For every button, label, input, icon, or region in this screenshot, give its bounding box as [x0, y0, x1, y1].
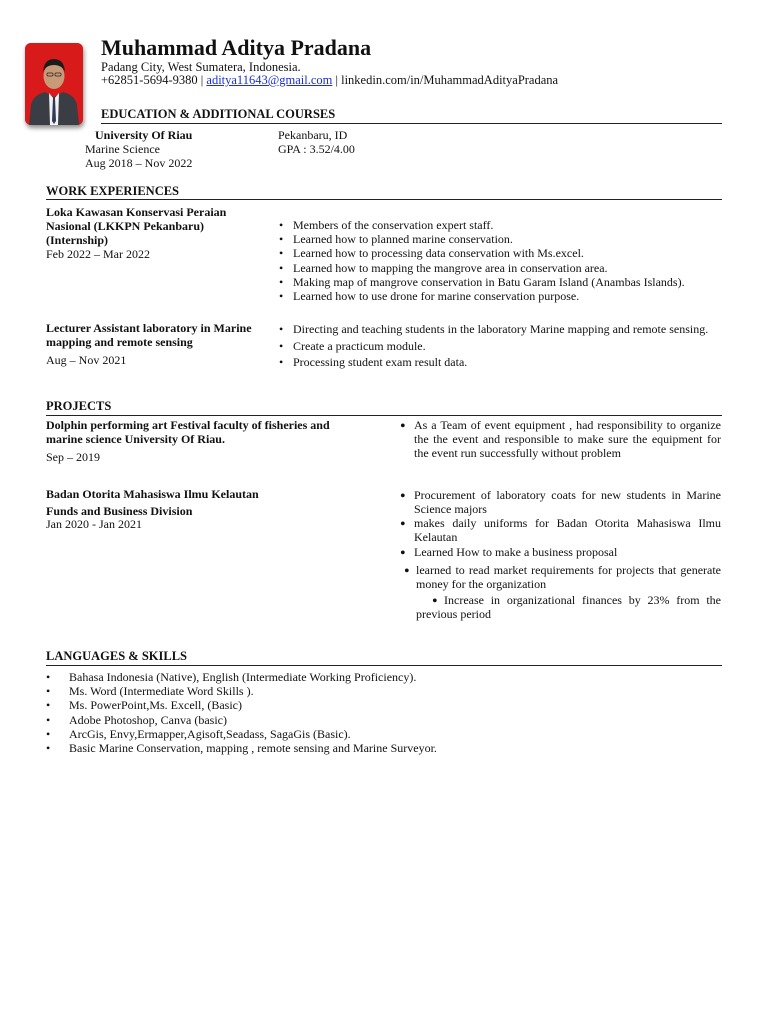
job-organization: Loka Kawasan Konservasi Peraian Nasional (LKKPN Pekanbaru) (Internship) [46, 205, 227, 247]
school-name: University Of Riau [95, 128, 193, 142]
list-item: • Ms. Word (Intermediate Word Skills ). [46, 684, 437, 698]
project-bullet: • Learned How to make a business proposal [400, 545, 618, 562]
list-item: • Members of the conservation expert staff. [279, 218, 685, 232]
school-location: Pekanbaru, ID [278, 128, 348, 142]
skills-section-title: LANGUAGES & SKILLS [46, 649, 188, 663]
list-item: • Learned how to mapping the mangrove area in conservation area. [279, 261, 685, 275]
section-divider [46, 415, 722, 416]
section-divider [46, 199, 722, 200]
list-item: • Ms. PowerPoint,Ms. Excell, (Basic) [46, 698, 437, 712]
job-organization: Lecturer Assistant laboratory in Marine mapping and remote sensing [46, 321, 252, 349]
bullet-icon: • [404, 563, 410, 580]
candidate-name: Muhammad Aditya Pradana [101, 35, 372, 60]
separator: | [332, 73, 342, 87]
bullet-icon: • [400, 545, 406, 562]
email-link[interactable]: aditya11643@gmail.com [206, 73, 333, 87]
list-item: • Making map of mangrove conservation in Batu Garam Island (Anambas Islands). [279, 275, 685, 289]
list-item: • ArcGis, Envy,Ermapper,Agisoft,Seadass, SagaGis (Basic). [46, 727, 437, 741]
job-dates: Feb 2022 – Mar 2022 [46, 247, 150, 261]
project-dates: Sep – 2019 [46, 450, 100, 464]
project-bullet: • learned to read market requirements for projects that generate money for the organization [404, 563, 721, 591]
project-bullet: • Increase in organizational finances by 23% from the previous period [416, 593, 721, 621]
project-title: Badan Otorita Mahasiswa Ilmu Kelautan Funds and Business Division [46, 487, 259, 518]
job-dates: Aug – Nov 2021 [46, 353, 127, 367]
bullet-icon: • [400, 488, 406, 505]
job-bullets [279, 218, 685, 303]
list-item: • Learned how to planned marine conservation. [279, 232, 685, 246]
list-item: • Basic Marine Conservation, mapping , remote sensing and Marine Surveyor. [46, 741, 437, 755]
list-item: • Learned how to processing data conservation with Ms.excel. [279, 246, 685, 260]
contact-line [101, 73, 558, 88]
bullet-icon: • [432, 593, 438, 610]
project-dates: Jan 2020 - Jan 2021 [46, 517, 142, 531]
section-divider [101, 123, 722, 124]
bullet-icon: • [400, 418, 406, 435]
bullet-icon: • [400, 516, 406, 533]
major: Marine Science [85, 142, 160, 156]
education-section-title: EDUCATION & ADDITIONAL COURSES [101, 107, 336, 121]
separator: | [197, 73, 207, 87]
list-item: • Directing and teaching students in the laboratory Marine mapping and remote sensing. [279, 321, 708, 338]
profile-photo [25, 43, 83, 125]
list-item: • Adobe Photoshop, Canva (basic) [46, 713, 437, 727]
list-item: • Processing student exam result data. [279, 354, 708, 371]
person-photo-icon [25, 43, 83, 125]
project-bullet: • As a Team of event equipment , had responsibility to organize the the event and responsible to make sure the equipment for the event run successfully without problem [400, 418, 721, 460]
linkedin-link[interactable]: linkedin.com/in/MuhammadAdityaPradana [341, 73, 559, 87]
location: Padang City, West Sumatera, Indonesia. [101, 60, 301, 74]
list-item: • Learned how to use drone for marine conservation purpose. [279, 289, 685, 303]
job-bullets [279, 321, 708, 371]
section-divider [46, 665, 722, 666]
phone: +62851-5694-9380 [101, 73, 198, 87]
list-item: • Create a practicum module. [279, 338, 708, 355]
gpa: GPA : 3.52/4.00 [278, 142, 355, 156]
work-section-title: WORK EXPERIENCES [46, 184, 180, 198]
skills-list [46, 670, 437, 755]
projects-section-title: PROJECTS [46, 399, 112, 413]
project-bullet: • Procurement of laboratory coats for new students in Marine Science majors [400, 488, 721, 516]
project-bullet: • makes daily uniforms for Badan Otorita Mahasiswa Ilmu Kelautan [400, 516, 721, 544]
list-item: • Bahasa Indonesia (Native), English (Intermediate Working Proficiency). [46, 670, 437, 684]
education-dates: Aug 2018 – Nov 2022 [85, 156, 193, 170]
project-title: Dolphin performing art Festival faculty of fisheries and marine science University Of Riau. [46, 418, 330, 446]
